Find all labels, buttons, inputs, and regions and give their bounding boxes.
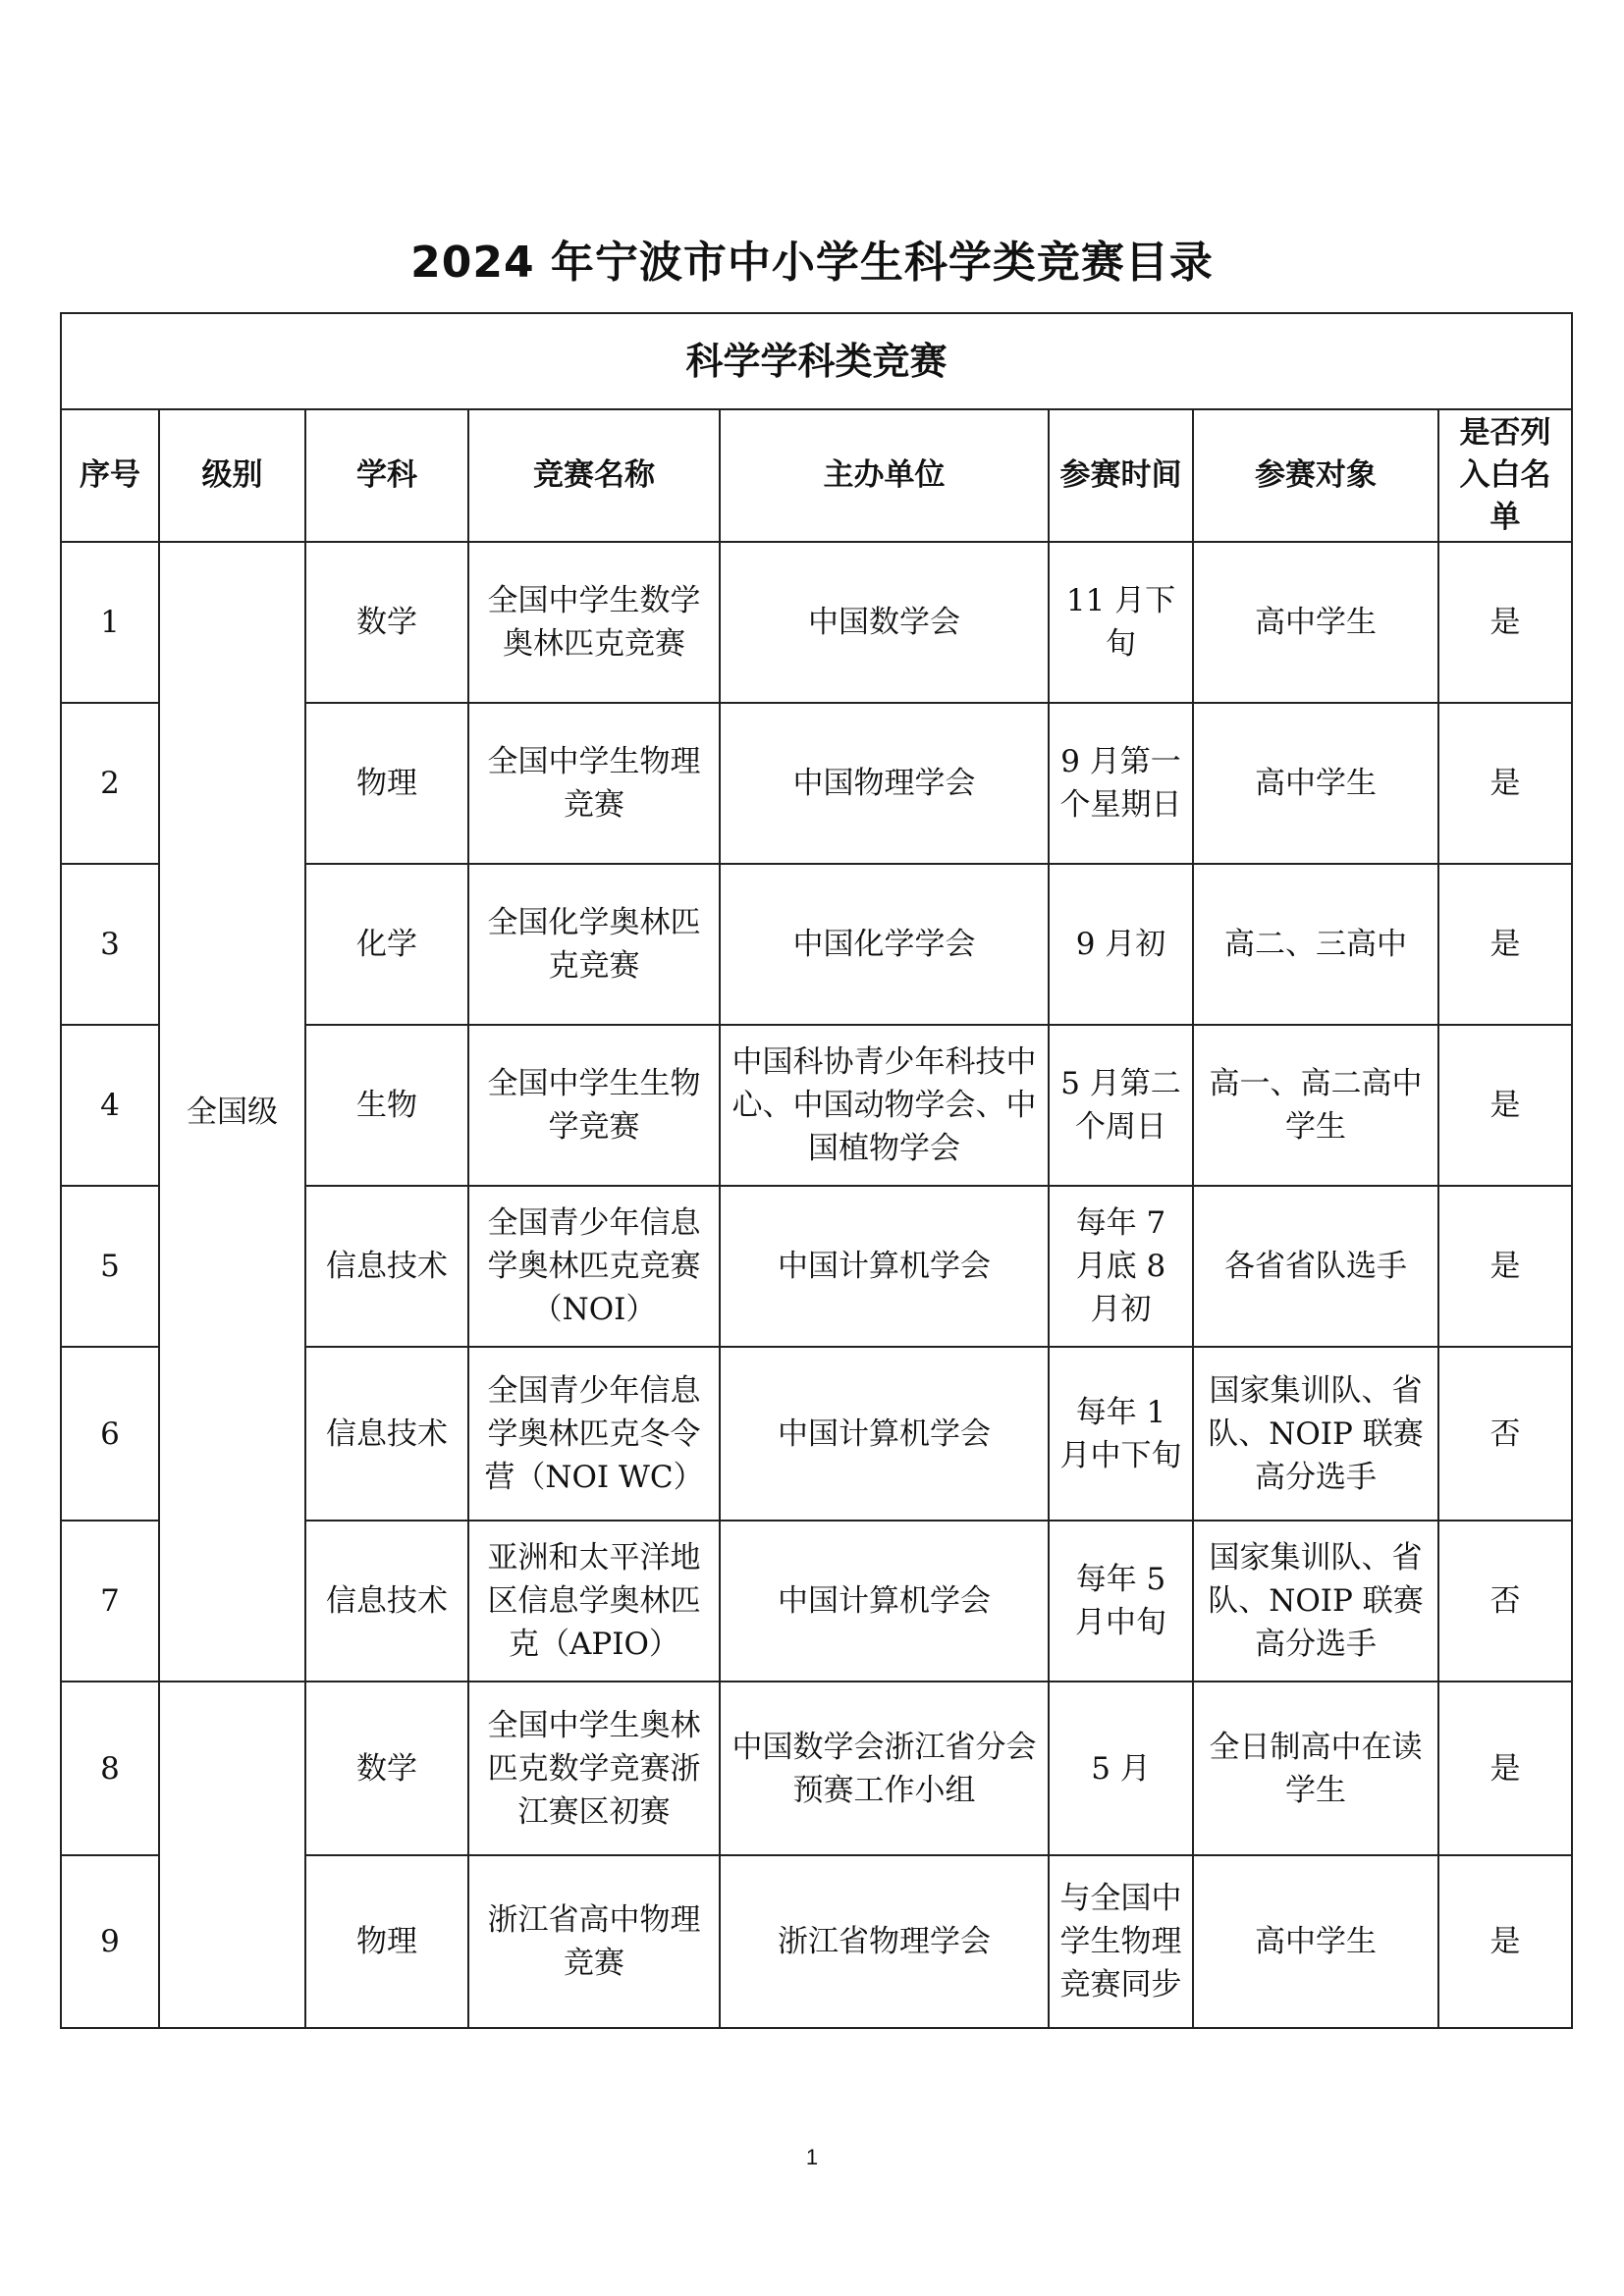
row-target: 全日制高中在读学生 [1193, 1682, 1438, 1855]
row-target: 高中学生 [1193, 1855, 1438, 2028]
row-organizer: 中国数学会浙江省分会预赛工作小组 [720, 1682, 1049, 1855]
row-organizer: 中国科协青少年科技中心、中国动物学会、中国植物学会 [720, 1025, 1049, 1186]
row-time: 每年 5 月中旬 [1049, 1521, 1193, 1682]
row-organizer: 中国物理学会 [720, 703, 1049, 864]
row-organizer: 中国计算机学会 [720, 1521, 1049, 1682]
row-time: 5 月 [1049, 1682, 1193, 1855]
row-time: 11 月下旬 [1049, 542, 1193, 703]
row-index: 5 [61, 1186, 159, 1347]
row-time: 与全国中学生物理竞赛同步 [1049, 1855, 1193, 2028]
row-organizer: 中国计算机学会 [720, 1347, 1049, 1521]
row-name: 全国中学生物理竞赛 [468, 703, 720, 864]
row-time: 9 月第一个星期日 [1049, 703, 1193, 864]
column-header-row [61, 409, 1572, 542]
row-index: 9 [61, 1855, 159, 2028]
row-whitelist: 是 [1438, 703, 1572, 864]
row-target: 高中学生 [1193, 703, 1438, 864]
header-organizer: 主办单位 [720, 409, 1049, 542]
row-index: 8 [61, 1682, 159, 1855]
header-whitelist: 是否列入白名单 [1438, 409, 1572, 542]
table-row [61, 542, 1572, 703]
row-whitelist: 是 [1438, 1682, 1572, 1855]
row-organizer: 浙江省物理学会 [720, 1855, 1049, 2028]
row-name: 全国化学奥林匹克竞赛 [468, 864, 720, 1025]
row-name: 全国青少年信息学奥林匹克竞赛（NOI） [468, 1186, 720, 1347]
row-name: 浙江省高中物理竞赛 [468, 1855, 720, 2028]
row-name: 全国中学生数学奥林匹克竞赛 [468, 542, 720, 703]
row-target: 国家集训队、省队、NOIP 联赛高分选手 [1193, 1521, 1438, 1682]
row-whitelist: 是 [1438, 864, 1572, 1025]
row-subject: 信息技术 [305, 1186, 468, 1347]
row-subject: 信息技术 [305, 1521, 468, 1682]
row-index: 6 [61, 1347, 159, 1521]
row-organizer: 中国数学会 [720, 542, 1049, 703]
table-row [61, 1682, 1572, 1855]
row-subject: 数学 [305, 1682, 468, 1855]
level-cell-national: 全国级 [159, 542, 305, 1682]
header-level: 级别 [159, 409, 305, 542]
row-target: 国家集训队、省队、NOIP 联赛高分选手 [1193, 1347, 1438, 1521]
row-target: 高中学生 [1193, 542, 1438, 703]
page-number: 1 [805, 2145, 819, 2169]
row-index: 1 [61, 542, 159, 703]
row-whitelist: 是 [1438, 1025, 1572, 1186]
row-time: 5 月第二个周日 [1049, 1025, 1193, 1186]
row-whitelist: 是 [1438, 542, 1572, 703]
document-title: 2024 年宁波市中小学生科学类竞赛目录 [410, 238, 1214, 288]
row-name: 全国青少年信息学奥林匹克冬令营（NOI WC） [468, 1347, 720, 1521]
row-time: 9 月初 [1049, 864, 1193, 1025]
row-organizer: 中国计算机学会 [720, 1186, 1049, 1347]
section-header-row [61, 313, 1572, 409]
row-whitelist: 是 [1438, 1186, 1572, 1347]
header-time: 参赛时间 [1049, 409, 1193, 542]
row-index: 3 [61, 864, 159, 1025]
row-organizer: 中国化学学会 [720, 864, 1049, 1025]
row-whitelist: 否 [1438, 1347, 1572, 1521]
row-subject: 信息技术 [305, 1347, 468, 1521]
row-name: 全国中学生生物学竞赛 [468, 1025, 720, 1186]
header-target: 参赛对象 [1193, 409, 1438, 542]
row-index: 2 [61, 703, 159, 864]
row-target: 高一、高二高中学生 [1193, 1025, 1438, 1186]
row-index: 4 [61, 1025, 159, 1186]
row-subject: 物理 [305, 703, 468, 864]
header-index: 序号 [61, 409, 159, 542]
row-name: 亚洲和太平洋地区信息学奥林匹克（APIO） [468, 1521, 720, 1682]
row-target: 各省省队选手 [1193, 1186, 1438, 1347]
row-name: 全国中学生奥林匹克数学竞赛浙江赛区初赛 [468, 1682, 720, 1855]
row-target: 高二、三高中 [1193, 864, 1438, 1025]
competition-table [60, 312, 1573, 2029]
header-name: 竞赛名称 [468, 409, 720, 542]
row-whitelist: 是 [1438, 1855, 1572, 2028]
row-time: 每年 7 月底 8 月初 [1049, 1186, 1193, 1347]
row-whitelist: 否 [1438, 1521, 1572, 1682]
row-time: 每年 1 月中下旬 [1049, 1347, 1193, 1521]
row-index: 7 [61, 1521, 159, 1682]
row-subject: 生物 [305, 1025, 468, 1186]
row-subject: 数学 [305, 542, 468, 703]
level-cell-provincial [159, 1682, 305, 2028]
row-subject: 化学 [305, 864, 468, 1025]
row-subject: 物理 [305, 1855, 468, 2028]
section-title: 科学学科类竞赛 [61, 313, 1572, 409]
header-subject: 学科 [305, 409, 468, 542]
